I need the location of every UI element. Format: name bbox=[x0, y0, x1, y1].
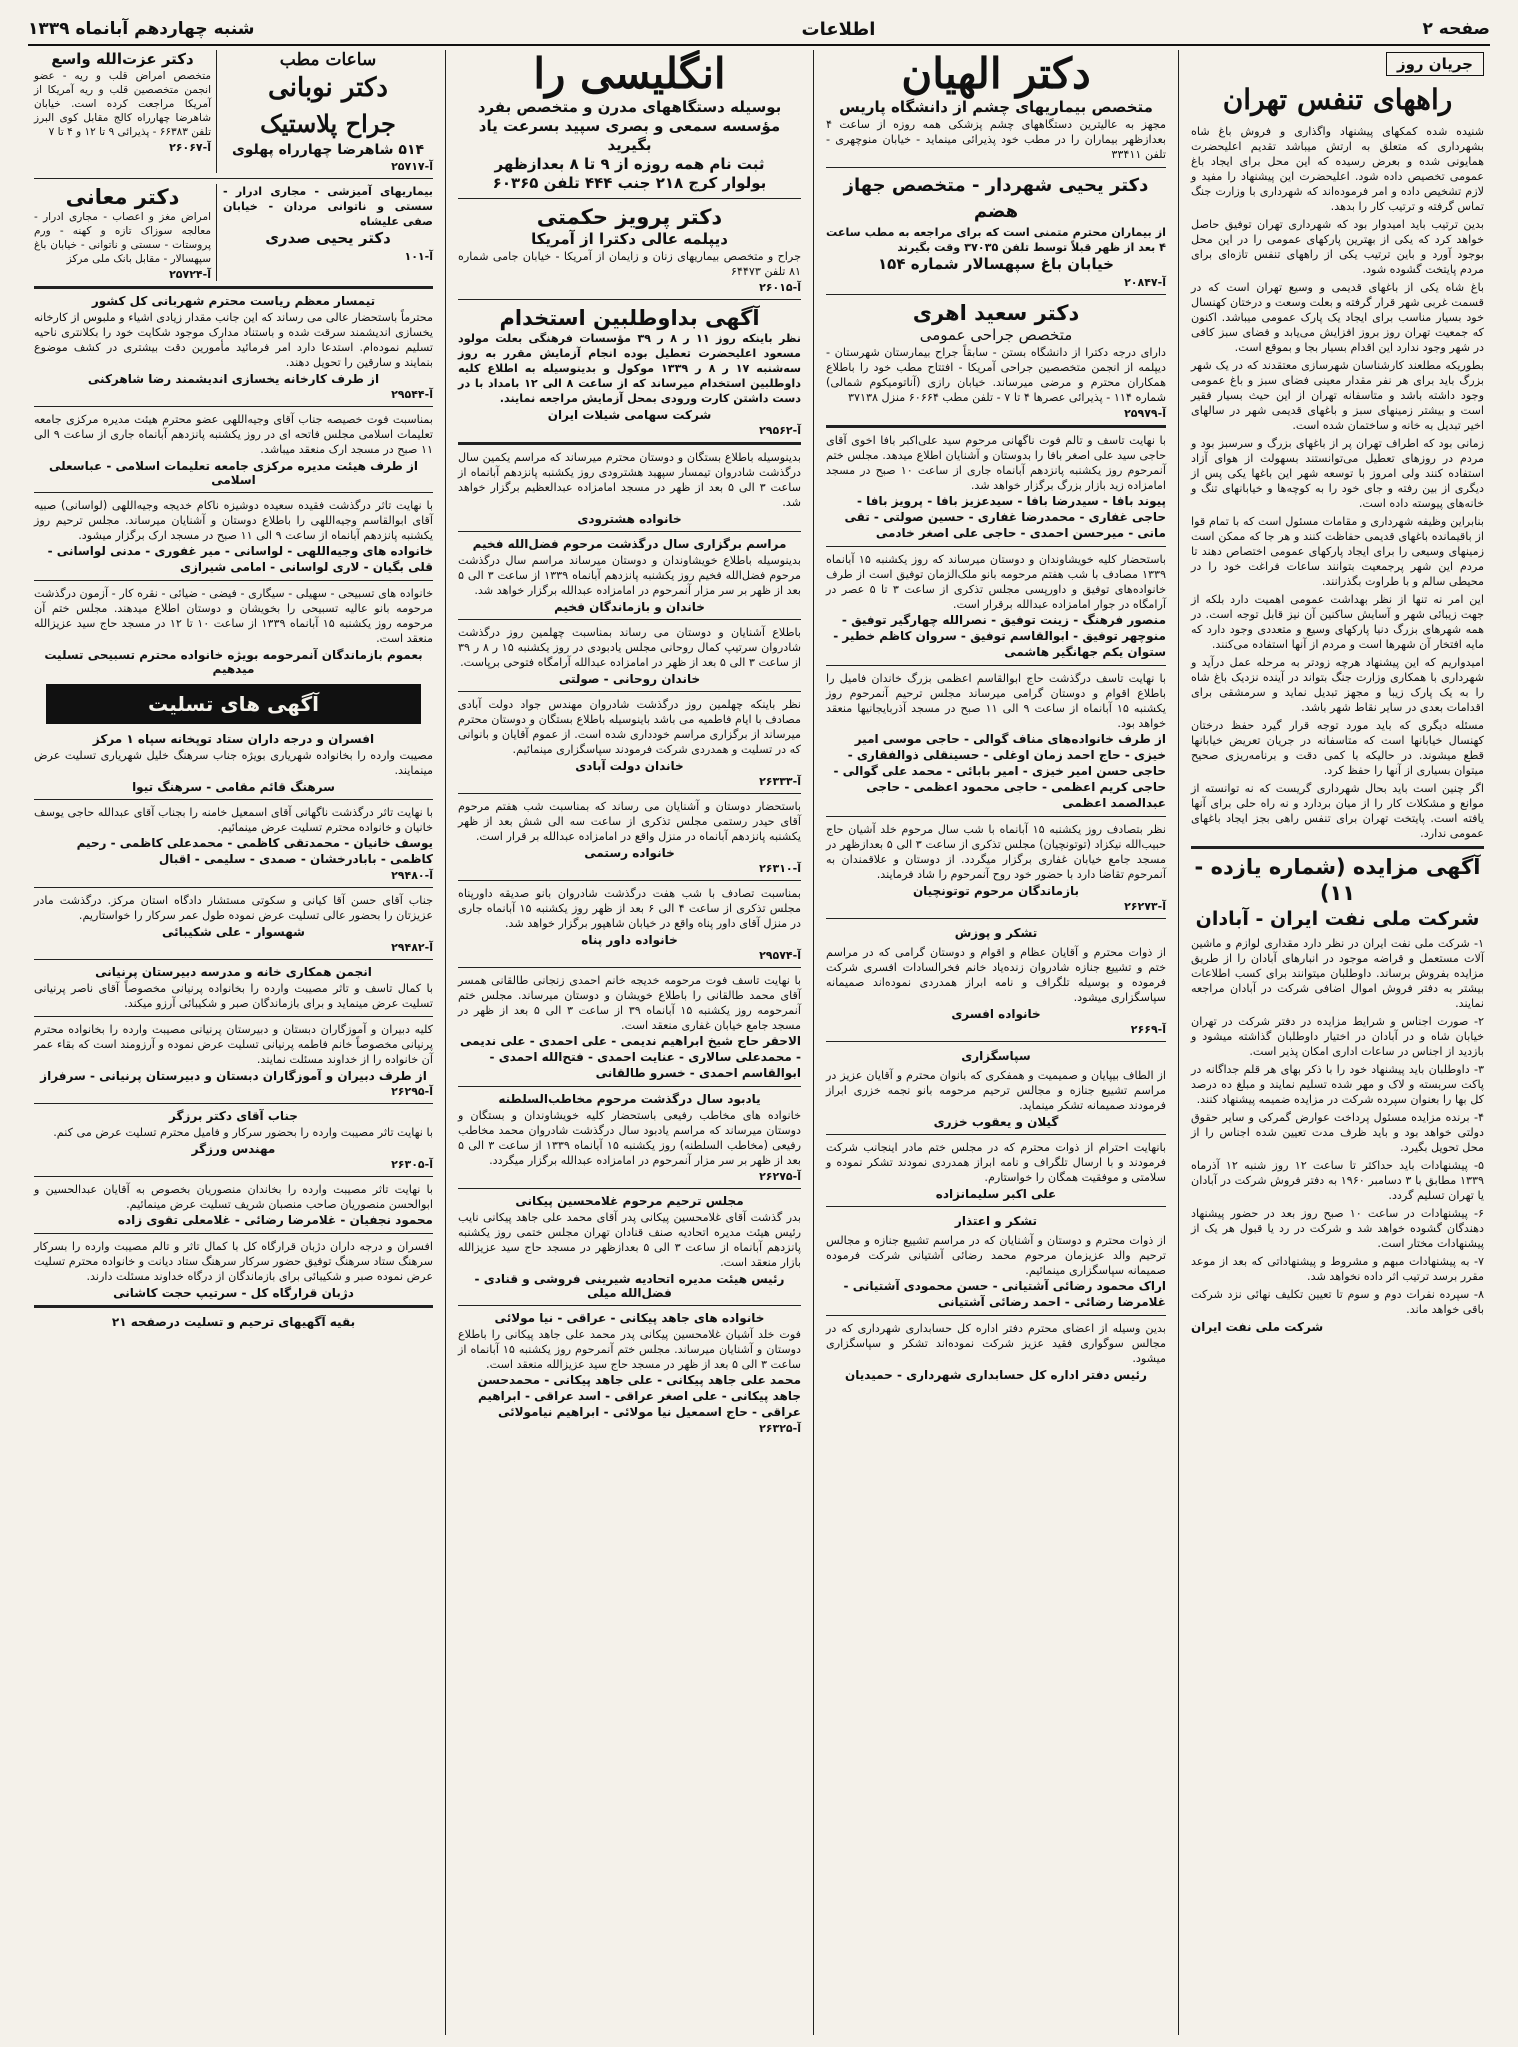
column-divider bbox=[445, 50, 446, 2035]
notice bbox=[826, 671, 1166, 811]
notice bbox=[826, 552, 1166, 660]
notice-signature: بازماندگان مرحوم توتونچیان bbox=[912, 884, 1080, 898]
condolence-body: مصیبت وارده را بخانواده شهریاری بویژه جناب سرهنگ خلیل شهریاری تسلیت عرض مینمایند. bbox=[34, 749, 433, 777]
notice bbox=[826, 433, 1166, 541]
condolence bbox=[34, 1022, 433, 1098]
notice-body: بمناسبت تصادف با شب هفت درگذشت شادروان بانو صدیقه داورپناه مجلس تذکری از ساعت ۴ الی ۶ بعد از ظهر روز یکشنبه ۱۵ آبانماه جاری در منزل آقای داور پناه واقع در خیابان شاهپور برگزار خواهد شد. bbox=[458, 887, 801, 930]
condolence-body: با نهایت تاثر مصیبت وارده را بخاندان منصوریان بخصوص به آقایان عبدالحسین و ابوالحسن منصوریان صاحب منصبان شریف تسلیت عرض مینمائیم. bbox=[34, 1183, 433, 1211]
condolence-body: جناب آقای حسن آقا کیانی و سکوتی مستشار دادگاه استان مرکز. درگذشت مادر عزیزتان را بحضور عالی تسلیت عرض نموده طول عمر سرکار را خواستاریم. bbox=[34, 894, 433, 922]
auction-clause: ۵- پیشنهادات باید حداکثر تا ساعت ۱۲ روز شنبه ۱۲ آذرماه ۱۳۳۹ مطابق با ۳ دسامبر ۱۹۶۰ به دفتر فروش شرکت در آبادان یا تهران تسلیم گردد. bbox=[1191, 1159, 1485, 1202]
doctor-specialty: دیپلمه عالی دکترا از آمریکا bbox=[531, 230, 728, 248]
ad-line: بوسیله دستگاههای مدرن و متخصص بفرد bbox=[477, 98, 782, 116]
notice-names: پیوند بافا - سیدرضا بافا - سیدعزیز بافا - پرویز بافا - حاجی غفاری - محمدرضا غفاری - حسین صولتی - تقی مانی - میرحسن احمدی - حاجی علی اصغر خادمی bbox=[844, 494, 1166, 540]
condolence-body: با نهایت تاثر مصیبت وارده را بحضور سرکار و فامیل محترم تسلیت عرض می کنم. bbox=[53, 1126, 433, 1139]
editorial-paragraph: بدین ترتیب باید امیدوار بود که شهرداری تهران توفیق حاصل خواهد کرد که یکی از بهترین پارکهای عمومی را در این محل بوجود آورد و باین ترتیب یکی از راههای تنفس تازه‌ای برای مردم پایتخت گشوده شود. bbox=[1191, 218, 1484, 276]
ad-line: ثبت نام همه روزه از ۹ تا ۸ بعدازظهر bbox=[494, 155, 765, 173]
ad-code: آ-۲۹۵۷۴ bbox=[759, 949, 801, 962]
condolence-title: جناب آقای دکتر برزگر bbox=[169, 1109, 298, 1123]
notice bbox=[826, 1212, 1166, 1310]
masthead bbox=[28, 14, 1490, 46]
auction-clause: ۲- صورت اجناس و شرایط مزایده در دفتر شرکت در تهران خیابان شاه و در آبادان در اختیار داوطلبان گذاشته میشود و بازدید از اجناس در ساعات اداری امکان پذیر است. bbox=[1191, 1015, 1484, 1058]
notice-names: خانواده های وجیه‌اللهی - لواسانی - میر غفوری - مدنی لواسانی - قلی بگیان - لاری لواسانی - امامی شیرازی bbox=[47, 544, 433, 574]
doctor-name: دکتر نوبانی bbox=[268, 73, 388, 103]
ad-code: آ-۲۹۵۴۴ bbox=[391, 388, 433, 401]
notice bbox=[34, 498, 433, 575]
auction-company: شرکت ملی نفت ایران - آبادان bbox=[1195, 908, 1480, 930]
column-divider bbox=[813, 50, 814, 2035]
ad-body: بیماریهای آمیزشی - مجاری ادرار - سستی و ناتوانی مردان - خیابان صفی علیشاه bbox=[223, 185, 433, 228]
second-ads-row bbox=[34, 184, 433, 281]
issue-date: شنبه چهاردهم آبانماه ۱۳۳۹ bbox=[28, 19, 255, 39]
notice-signature: خاندان و بازماندگان فخیم bbox=[554, 600, 705, 614]
hiring-title: آگهی بداوطلبین استخدام bbox=[499, 306, 760, 330]
notice bbox=[826, 822, 1166, 913]
notice-body: باستحضار دوستان و آشنایان می رساند که بمناسبت شب هفتم مرحوم آقای حیدر رستمی مجلس تذکری از ساعت سه الی شش بعد از ظهر یکشنبه پانزدهم آبانماه در منزل واقع در امامزاده عبدالله بر قرار است. bbox=[458, 800, 801, 843]
ad-body: نظر باینکه روز ۱۱ ر ۸ ر ۳۹ مؤسسات فرهنگی بعلت مولود مسعود اعلیحضرت تعطیل بوده انجام آزمایش مقرر به روز سه‌شنبه ۱۷ ر ۸ ر ۱۳۳۹ موکول و بدینوسیله به اطلاع کلیه داوطلبین استخدام میرساند که از ساعت ۸ الی ۱۲ بامداد با در دست داشتن کارت ورودی بمحل آزمایش مراجعه نمایند. bbox=[458, 332, 802, 405]
auction-title: آگهی مزایده (شماره یازده - ۱۱) bbox=[1194, 855, 1481, 905]
notice-signature: خاندان دولت آبادی bbox=[575, 759, 684, 773]
notice-title: یادبود سال درگذشت مرحوم مخاطب‌السلطنه bbox=[498, 1092, 761, 1106]
condolence bbox=[34, 893, 433, 954]
notice-signature: از طرف کارخانه یخسازی اندیشمند رضا شاهرکنی bbox=[87, 372, 380, 386]
notice-names: از طرف خانواده‌های مناف گوالی - حاجی موسی امیر خیزی - حاج احمد زمان اوغلی - حسینقلی ذوالفقاری - حاجی حسن امیر خیزی - امیر بابائی - محمد علی گوالی - حاجی کریم اعظمی - حاجی محمود اعظمی - حاجی عبدالصمد اعظمی bbox=[833, 732, 1166, 810]
editorial-paragraph: شنیده شده کمکهای پیشنهاد واگذاری و فروش باغ شاه بشهرداری که متعلق به ارتش میباشد تقدیم اعلیحضرت همایونی شده و بعرض رسیده که این محل برای ایجاد باغ عمومی تخصیص داده شود. اعلیحضرت این پیشنهاد را مفید و لازم تشخیص داده و امر فرموده‌اند که شهرداری با وزارت جنگ تماس گرفته و ترتیب کار را بدهد. bbox=[1191, 125, 1484, 213]
notice-signature: بعموم بازماندگان آنمرحومه بویژه خانواده محترم تسبیحی تسلیت میدهیم bbox=[44, 648, 423, 676]
ad-body: مجهز به عالیترین دستگاههای چشم پزشکی همه روزه از ساعت ۴ بعدازظهر بیماران را در مطب خود پذیرائی مینماید - خیابان منوچهری - تلفن ۳۳۴۱۱ bbox=[826, 118, 1166, 161]
doctor-name: دکتر یحیی شهردار - متخصص جهاز هضم bbox=[843, 175, 1149, 222]
notice-body: باستحضار کلیه خویشاوندان و دوستان میرساند که روز یکشنبه ۱۵ آبانماه ۱۳۳۹ مصادف با شب هفتم مرحومه بانو ملک‌الزمان توفیق است از طرف خانواده‌های توفیق و داورپسی مجلس تذکری از ساعت ۳ تا ۵ عصر در آرامگاه در جوار امامزاده عبدالله برقرار است. bbox=[826, 553, 1166, 611]
notice-signature: خانواده رستمی bbox=[584, 846, 675, 860]
notice-title: تیمسار معظم ریاست محترم شهربانی کل کشور bbox=[91, 294, 376, 308]
editorial-body bbox=[1191, 124, 1484, 841]
ad-body: امراض مغز و اعصاب - مجاری ادرار - معالجه سوزاک تازه و کهنه - ورم پروستات - سستی و ناتوانی - خیابان باغ سپهسالار - مقابل بانک ملی مرکز bbox=[34, 211, 211, 265]
condolence-title: انجمن همکاری خانه و مدرسه دبیرستان پرنیانی bbox=[95, 965, 372, 979]
ad-hiring bbox=[458, 305, 801, 437]
top-ads-row bbox=[34, 50, 433, 173]
ad-line: بولوار کرج ۲۱۸ جنب ۴۴۴ تلفن ۶۰۳۶۵ bbox=[492, 174, 767, 192]
doctor-name: دکتر سعید اهری bbox=[912, 301, 1080, 325]
notice-signature: خاندان روحانی - صولتی bbox=[558, 672, 701, 686]
column-two bbox=[820, 50, 1172, 2035]
notice-signature: خانواده هشترودی bbox=[577, 512, 682, 526]
ad-line: مؤسسه سمعی و بصری سپید بسرعت یاد بگیرید bbox=[478, 117, 781, 154]
editorial-paragraph: مسئله دیگری که باید مورد توجه قرار گیرد حفظ درختان کهنسال خیابانها است که متاسفانه در جریان تعریض خیابانها قطع میشوند. در حالیکه با کمی دقت و برنامه‌ریزی صحیح میتوان بسیاری از آنها را حفظ کرد. bbox=[1191, 719, 1484, 777]
ad-code: آ-۲۶۳۰۵ bbox=[391, 1158, 433, 1171]
condolence-body: با کمال تاسف و تاثر مصیبت وارده را بخانواده پرنیانی مخصوصاً آقای ناصر پرنیانی تسلیت عرض مینماید و برای بازماندگان صبر و شکیبائی آرزو میکند. bbox=[34, 982, 433, 1010]
editorial-headline: راههای تنفس تهران bbox=[1222, 83, 1453, 116]
ad-doctor-maani bbox=[34, 184, 217, 281]
ad-code: آ-۲۹۴۸۰ bbox=[391, 869, 433, 882]
auction-clause: ۴- برنده مزایده مسئول پرداخت عوارض گمرکی و سایر حقوق دولتی خواهد بود و باید ظرف مدت تعیین شده اجناس را از محل تحویل بگیرد. bbox=[1191, 1111, 1484, 1154]
notice-names: اراک محمود رضائی آشتیانی - حسن محمودی آشتیانی - غلامرضا رضائی - احمد رضائی آشتیانی bbox=[843, 1279, 1166, 1309]
condolence bbox=[34, 1109, 433, 1171]
condolence-signature: سرهنگ قائم مقامی - سرهنگ تیوا bbox=[132, 780, 335, 794]
doctor-name: دکتر یحیی صدری bbox=[265, 229, 391, 247]
notice bbox=[34, 412, 433, 487]
notice bbox=[458, 537, 801, 614]
ad-code: آ-۱۰۱ bbox=[404, 250, 433, 263]
notice-body: با نهایت تاسف و تالم فوت ناگهانی مرحوم سید علی‌اکبر بافا اخوی آقای حاجی سید علی اصغر بافا را بدوستان و آشنایان اطلاع میدهد. مجلس ختم آنمرحوم روز یکشنبه پانزدهم آبانماه جاری از ساعت ۱۰ صبح در مسجد امامزاده زید بازار بزرگ برگزار خواهد شد. bbox=[826, 434, 1166, 492]
continued-footer: بقیه آگهیهای ترحیم و تسلیت درصفحه ۲۱ bbox=[111, 1315, 356, 1329]
notice-title: خانواده های جاهد پیکانی - عراقی - نیا مولائی bbox=[494, 1311, 765, 1325]
ad-code: آ-۲۰۸۴۷ bbox=[1124, 276, 1166, 289]
ad-address: خیابان باغ سپهسالار شماره ۱۵۴ bbox=[878, 255, 1114, 273]
notice bbox=[826, 1140, 1166, 1201]
condolence-body: افسران و درجه داران دژبان قرارگاه کل با کمال تاثر و تالم مصیبت وارده را بسرکار سرهنگ ستاد سرهنگ توفیق حضور سرکار سرهنگ ستاد دیانت و خانواده محترم تسلیت عرض نموده صبر و شکیبائی برای بازماندگان از درگاه خداوند مسئلت دارند. bbox=[34, 1240, 433, 1283]
notice-body: بانهایت احترام از ذوات محترم که در مجلس ختم مادر اینجانب شرکت فرمودند و با ارسال تلگراف و نامه ابراز همدردی نمودند تشکر نموده و سلامتی و موفقیت همگان را خواستارم. bbox=[826, 1141, 1166, 1184]
notice-title: سپاسگزاری bbox=[961, 1049, 1031, 1063]
notice-body: محترماً باستحضار عالی می رساند که این جانب مقدار زیادی اشیاء و ملبوس از کارخانه یخسازی اندیشمند سرقت شده و باستناد مدارک موجود شکایت خود را بکلانتری ناحیه تسلیم نموده‌ام. استدعا دارد امر فرمائید مأمورین دقت بیشتری در کشف موضوع بنمایند و سارقین را تحویل دهند. bbox=[34, 311, 433, 369]
editorial-paragraph: امیدواریم که این پیشنهاد هرچه زودتر به مرحله عمل درآید و شهرداری با همکاری وزارت جنگ بتواند در آینده نزدیک باغ شاه را به یک پارک زیبا و مجهز تبدیل نماید و سرمشقی برای اقدامات بعدی در سایر نقاط شهر باشد. bbox=[1191, 656, 1484, 714]
notice bbox=[826, 1321, 1166, 1382]
notice-signature: علی اکبر سلیمانزاده bbox=[935, 1187, 1057, 1201]
notice bbox=[458, 973, 801, 1081]
ad-code: آ-۲۶۲۷۵ bbox=[759, 1170, 801, 1183]
editorial-paragraph: زمانی بود که اطراف تهران پر از باغهای بزرگ و سرسبز بود و مردم در روزهای تعطیل می‌توانستند بسهولت از هوای آزاد استفاده کنند ولی امروز با توسعه شهر این باغها یکی پس از دیگری از بین رفته و جای خود را به کوچه‌ها و خیابانهای تنگ و خانه‌های پیوسته داده است. bbox=[1191, 437, 1484, 510]
notice-title: مراسم برگزاری سال درگذشت مرحوم فضل‌الله فخیم bbox=[472, 537, 787, 551]
ad-code: آ-۲۹۴۸۲ bbox=[391, 941, 433, 954]
notice bbox=[34, 294, 433, 401]
condolence-names: محمود نجفیان - غلامرضا رضائی - غلامعلی تقوی زاده bbox=[117, 1213, 433, 1227]
ad-doctor-vase bbox=[34, 50, 217, 173]
ad-english-course bbox=[458, 50, 801, 193]
condolence bbox=[34, 1182, 433, 1228]
notice-body: از ذوات محترم و آقایان عظام و اقوام و دوستان گرامی که در مراسم ختم و تشییع جنازه شادروان زنده‌یاد خانم فخرالسادات افسری شرکت فرموده و بوسیله تلگراف و نامه ابراز همدردی نموده‌اند صمیمانه سپاسگزاری میشود. bbox=[826, 946, 1166, 1004]
ad-plastic-surgeon bbox=[223, 50, 433, 173]
notice-signature: از طرف هیئت مدیره مرکزی جامعه تعلیمات اسلامی - عباسعلی اسلامی bbox=[48, 459, 418, 487]
column-editorial bbox=[1185, 50, 1490, 2035]
english-title: انگلیسی را bbox=[533, 50, 726, 98]
condolence-signature: مهندس ورزگر bbox=[191, 1142, 276, 1156]
condolence-signature: دژبان قرارگاه کل - سرتیپ حجت کاشانی bbox=[113, 1286, 354, 1300]
condolence-signature: شهسوار - علی شکیبائی bbox=[162, 925, 305, 939]
ad-doctor-hekmati bbox=[458, 204, 801, 294]
condolence-title: افسران و درجه داران ستاد توپخانه سپاه ۱ مرکز bbox=[92, 732, 375, 746]
notice-signature: خانواده داور پناه bbox=[581, 933, 678, 947]
notice-body: خانواده های مخاطب رفیعی باستحضار کلیه خویشاوندان و بستگان و دوستان میرساند که مراسم یادبود سال درگذشت شادروان محمد مخاطب رفیعی (مخاطب السلطنه) روز یکشنبه ۱۵ آبانماه ۱۳۳۹ از ساعت ۳ الی ۵ بعد از ظهر بر سر مزار آنمرحوم در امامزاده عبدالله برگزار میگردد. bbox=[458, 1109, 801, 1167]
page-number: صفحه ۲ bbox=[1422, 19, 1490, 39]
ad-body: از بیماران محترم متمنی است که برای مراجعه به مطب ساعت ۴ بعد از ظهر قبلاً توسط تلفن ۳۷۰۳۵ وقت بگیرند bbox=[826, 226, 1166, 254]
notice bbox=[826, 1047, 1166, 1129]
editorial-paragraph: بنابراین وظیفه شهرداری و مقامات مسئول است که با تمام قوا از باقیمانده باغهای قدیمی حفاظت کنند و هر جا که ممکن است زمینهای وسیعی را برای ایجاد پارکهای عمومی اختصاص دهند تا مردم این شهر پرجمعیت بتوانند ساعات فراغت خود را در محیطی سالم و با طراوت بگذرانند. bbox=[1191, 515, 1484, 588]
ad-signature: شرکت سهامی شیلات ایران bbox=[547, 408, 712, 422]
ad-body: دارای درجه دکترا از دانشگاه بستن - سابقاً جراح بیمارستان شهرستان - دیپلمه از انجمن متخصصین جراحی آمریکا - افتتاح مطب خود را باطلاع همکاران محترم و مرضی میرساند. خیابان رازی (آناتومیکوم شمالی) شماره ۱۱۴ - پذیرائی عصرها ۴ تا ۷ - تلفن مطب ۶۰۶۶۴ منزل ۳۷۱۳۸ bbox=[826, 346, 1166, 404]
ad-doctor-ahari bbox=[826, 300, 1166, 420]
notice bbox=[458, 1092, 801, 1183]
notice bbox=[458, 1194, 801, 1300]
notice-body: بمناسبت فوت خصیصه جناب آقای وجیه‌اللهی عضو محترم هیئت مدیره مرکزی جامعه تعلیمات اسلامی مجلس فاتحه ای در روز یکشنبه پانزدهم آبانماه جاری از ساعت ۹ الی ۱۱ صبح در مسجد ارک منعقد میباشد. bbox=[34, 413, 434, 456]
doctor-specialty: متخصص بیماریهای چشم از دانشگاه پاریس bbox=[839, 98, 1153, 116]
condolences-banner: آگهی های تسلیت bbox=[46, 684, 421, 724]
notice-signature: خانواده افسری bbox=[951, 1007, 1041, 1021]
ad-doctor-sadri bbox=[223, 184, 433, 281]
ad-code: آ-۲۶۰۶۷ bbox=[169, 141, 211, 154]
ad-code: آ-۲۶۲۹۵ bbox=[391, 1085, 433, 1098]
ad-body: متخصص امراض قلب و ریه - عضو انجمن متخصصین قلب و ریه آمریکا از آمریکا مراجعت کرده است. خیابان شاهرضا چهارراه کالج مقابل کوی البرز تلفن ۶۶۳۸۳ - پذیرائی ۹ تا ۱۲ و ۴ تا ۷ bbox=[34, 70, 211, 138]
condolence bbox=[34, 965, 433, 1011]
notice-title: مجلس ترحیم مرحوم غلامحسین پیکانی bbox=[515, 1194, 744, 1208]
ad-body: جراح و متخصص بیماریهای زنان و زایمان از آمریکا - خیابان جامی شماره ۸۱ تلفن ۶۴۴۷۳ bbox=[458, 250, 801, 278]
condolence-signature: از طرف دبیران و آموزگاران دبستان و دبیرستان پرنیانی - سرفراز bbox=[40, 1069, 427, 1083]
notice-body: فوت خلد آشیان غلامحسین پیکانی پدر محمد علی جاهد پیکانی را باطلاع دوستان و آشنایان میرساند. مجلس ختم آنمرحوم روز یکشنبه ۱۵ آبانماه از ساعت ۳ الی ۵ بعد از ظهر در مسجد حاج سید عزیزالله منعقد است. bbox=[458, 1328, 802, 1371]
notice-body: از الطاف بیپایان و صمیمیت و همفکری که بانوان محترم و آقایان عزیز در مراسم تشییع جنازه و مجالس ترحیم مرحومه بانو نجمه خزری ابراز فرمودند صمیمانه تشکر مینماید. bbox=[826, 1069, 1166, 1112]
column-divider bbox=[1178, 50, 1179, 2035]
notice-title: تشکر و اعتذار bbox=[954, 1214, 1038, 1228]
notice bbox=[458, 450, 801, 526]
notice-title: تشکر و پوزش bbox=[954, 926, 1038, 940]
condolence bbox=[34, 1239, 433, 1300]
notice bbox=[458, 697, 801, 788]
condolence-body: با نهایت تاثر درگذشت ناگهانی آقای اسمعیل خامنه را بجناب آقای عبدالله حاجی یوسف خانیان و خانواده محترم تسلیت عرض مینمائیم. bbox=[34, 806, 433, 834]
notice-body: با نهایت تاسف درگذشت حاج ابوالقاسم اعظمی بزرگ خاندان فامیل را باطلاع اقوام و دوستان گرامی میرساند مجلس ترحیم آنمرحوم روز یکشنبه ۱۵ آبانماه از ساعت ۹ الی ۱۱ صبح در مسجد آذربایجانیها منعقد خواهد بود. bbox=[826, 672, 1166, 730]
editorial-paragraph: بطوریکه مطلعند کارشناسان شهرسازی معتقدند که در یک شهر بزرگ باید برای هر نفر مقدار معینی فضای سبز و باغ عمومی وجود داشته باشد و متاسفانه تهران از این حیث بسیار فقیر است و بیشتر زمینهای سبز و باغهای قدیمی شهر در سالهای اخیر تبدیل به خانه و ساختمان شده است. bbox=[1191, 359, 1484, 432]
notice-body: بدر گذشت آقای غلامحسین پیکانی پدر آقای محمد علی جاهد پیکانی نایب رئیس هیئت مدیره اتحادیه صنف قنادان تهران مجلس ختمی روز یکشنبه پانزدهم آبانماه از ساعت ۳ الی ۵ بعدازظهر در مسجد حاج سید عزیزالله بازار منعقد است. bbox=[458, 1211, 801, 1269]
notice bbox=[458, 1311, 801, 1435]
editorial-paragraph: باغ شاه یکی از باغهای قدیمی و وسیع تهران است که در قسمت غربی شهر قرار گرفته و بعلت وسعت و درختان کهنسال خود بسیار مناسب برای ایجاد یک پارک عمومی میباشد. اکنون که جمعیت تهران روز بروز افزایش می‌یابد و فضای سبز کافی در شهر وجود ندارد این اقدام بسیار بجا و بموقع است. bbox=[1191, 281, 1484, 354]
ad-code: آ-۲۶۰۱۵ bbox=[759, 281, 801, 294]
column-three bbox=[452, 50, 807, 2035]
notice bbox=[826, 924, 1166, 1036]
notice-names: محمد علی جاهد پیکانی - علی جاهد پیکانی - محمدحسن جاهد پیکانی - علی اصغر عراقی - اسد عراقی - ابراهیم عراقی - حاج اسمعیل نیا مولائی - ابراهیم نیامولائی bbox=[477, 1373, 801, 1419]
condolence bbox=[34, 732, 433, 794]
paper-name: اطلاعات bbox=[801, 18, 876, 40]
notice-body: نظر بتصادف روز یکشنبه ۱۵ آبانماه با شب سال مرحوم خلد آشیان حاج حبیب‌الله نیکزاد (توتونچیان) مجلس تذکری از ساعت ۳ الی ۵ بعدازظهر در مسجد جامع خیابان غفاری برگزار میگردد. از دوستان و علاقمندان به آنمرحوم تقاضا دارد با حضور خود روح آنمرحوم را شاد فرمایند. bbox=[826, 823, 1166, 881]
auction-clause: ۱- شرکت ملی نفت ایران در نظر دارد مقداری لوازم و ماشین آلات مستعمل و قراضه موجود در انبارهای آبادان را از طریق مزایده بفروش برساند. داوطلبان میتوانند برای کسب اطلاعات بیشتر به دفتر فروش اموال اضافی شرکت در آبادان مراجعه نمایند. bbox=[1191, 937, 1484, 1010]
ad-code: آ-۲۵۷۲۴ bbox=[169, 268, 211, 281]
condolence-names: یوسف خانیان - محمدتقی کاظمی - محمدعلی کاظمی - رحیم کاظمی - بابادرخشان - صمدی - سلیمی - اقبال bbox=[76, 836, 433, 866]
notice-body: باطلاع آشنایان و دوستان می رساند بمناسبت چهلمین روز درگذشت شادروان سرتیپ کمال روحانی مجلس یادبودی در روز یکشنبه ۱۵ ر ۸ ر ۳۹ از ساعت ۳ الی ۵ بعد از ظهر در امامزاده عبدالله آرامگاه فتوحی برپاست. bbox=[458, 626, 801, 669]
editorial-paragraph: اگر چنین است باید بحال شهرداری گریست که نه توانسته از موانع و مشکلات کار را از میان بردارد و نه راه حلی برای آنها یافته است. پایتخت تهران برای تنفس راهی بجز ایجاد باغهای عمومی ندارد. bbox=[1191, 782, 1484, 840]
doctor-name: دکتر معانی bbox=[65, 185, 180, 209]
auction-notice bbox=[1191, 854, 1484, 1334]
notice bbox=[34, 586, 433, 676]
ad-doctor-shahrdar bbox=[826, 173, 1166, 289]
notice-body: با نهایت تاسف فوت مرحومه خدیجه خانم احمدی زنجانی طالقانی همسر آقای محمد طالقانی را باطلاع خویشان و دوستان میرساند. مجلس ختم آنمرحومه روز یکشنبه ۱۵ آبانماه ۳۹ از ساعت ۳ الی ۵ بعد از ظهر در مسجد جامع خیابان غفاری منعقد است. bbox=[458, 974, 801, 1032]
doctor-specialty: جراح پلاستیک bbox=[260, 109, 396, 138]
notice-signature: گیلان و یعقوب خزری bbox=[933, 1115, 1059, 1129]
notice-body: بدینوسیله باطلاع بستگان و دوستان محترم میرساند که مراسم یکمین سال درگذشت شادروان تیمسار سپهبد هشترودی روز یکشنبه پانزدهم آبانماه از ساعت ۳ الی ۵ بعد از ظهر در مسجد امامزاده عبدالعظیم برگزار خواهد شد. bbox=[458, 451, 801, 509]
notice-body: از ذوات محترم و دوستان و آشنایان که در مراسم تشییع جنازه و مجالس ترحیم والد عزیزمان مرحوم محمد رضائی آشتیانی شرکت فرموده صمیمانه سپاسگزاری مینمائیم. bbox=[826, 1234, 1166, 1277]
ad-address: ۵۱۴ شاهرضا چهارراه پهلوی bbox=[231, 142, 425, 158]
auction-clause: ۸- سپرده نفرات دوم و سوم تا تعیین تکلیف نهائی نزد شرکت باقی خواهد ماند. bbox=[1191, 1288, 1484, 1316]
doctor-name: دکتر الهیان bbox=[901, 50, 1091, 98]
notice bbox=[458, 886, 801, 962]
auction-clause: ۳- داوطلبان باید پیشنهاد خود را با ذکر بهای هر قلم جداگانه در پاکت سربسته و لاک و مهر شده تسلیم نمایند و مبلغ ده درصد کل بها را بعنوان سپرده شرکت در مزایده ضمیمه پیشنهاد کنند. bbox=[1191, 1063, 1484, 1106]
condolence bbox=[34, 805, 433, 882]
section-tag: جریان روز bbox=[1386, 52, 1484, 76]
column-four bbox=[28, 50, 439, 2035]
notice-signature: رئیس هیئت مدیره اتحادیه شیرینی فروشی و قنادی - فضل‌الله میلی bbox=[474, 1272, 785, 1300]
notice-names: منصور فرهنگ - زینت توفیق - نصرالله چهارگیر توفیق - منوچهر توفیق - ابوالقاسم توفیق - سروان کاظم خطیر - ستوان یکم جهانگیر هاشمی bbox=[833, 613, 1166, 659]
doctor-name: دکتر پرویز حکمتی bbox=[536, 205, 723, 229]
notice-body: نظر باینکه چهلمین روز درگذشت شادروان مهندس جواد دولت آبادی مصادف با ایام فاطمیه می باشد باینوسیله باطلاع بستگان و دوستان محترم میرساند از برگزاری مراسم خودداری شده است. از عموم آقایان و بانوانی که در تسلیت و همدردی شرکت فرمودند سپاسگزاری مینمائیم. bbox=[458, 698, 801, 756]
ad-code: آ-۲۹۵۶۲ bbox=[759, 424, 801, 437]
notice-body: خانواده های تسبیحی - سهیلی - سیگاری - فیضی - ضیائی - نقره کار - آزمون درگذشت مرحومه بانو عالیه تسبیحی را بخویشان و دوستان اطلاع میدهند. مجلس ختم آن مرحومه روز یکشنبه ۱۵ آبانماه ۱۳۳۹ از ساعت ۱۰ تا ۱۲ در مسجد حاج سید عزیزالله منعقد است. bbox=[34, 587, 434, 645]
auction-clause: ۶- پیشنهادات در ساعت ۱۰ صبح روز بعد در حضور پیشنهاد دهندگان گشوده خواهد شد و شرکت در رد یا قبول هر یک از پیشنهادات مختار است. bbox=[1191, 1207, 1484, 1250]
ad-code: آ-۲۶۳۳۳ bbox=[759, 775, 801, 788]
ad-code: آ-۲۶۳۲۵ bbox=[759, 1422, 801, 1435]
auction-clause: ۷- به پیشنهادات مبهم و مشروط و پیشنهاداتی که بعد از موعد مقرر برسد ترتیب اثر داده نخواهد شد. bbox=[1191, 1255, 1484, 1283]
notice-body: با نهایت تاثر درگذشت فقیده سعیده دوشیزه ناکام خدیجه وجیه‌اللهی (لواسانی) صبیه آقای ابوالقاسم وجیه‌اللهی را باطلاع دوستان و آشنایان میرساند. مجلس ترحیم روز یکشنبه پانزدهم آبانماه از ساعت ۹ الی ۱۱ صبح در مسجد ارک برگزار میشود. bbox=[34, 499, 433, 542]
ad-code: آ-۲۶۳۱۰ bbox=[759, 862, 801, 875]
notice-names: الاحقر حاج شیخ ابراهیم ندیمی - علی احمدی - علی ندیمی - محمدعلی سالاری - عنایت احمدی - فتح‌الله احمدی - ابوالقاسم احمدی - خسرو طالقانی bbox=[460, 1034, 801, 1080]
doctor-specialty: متخصص جراحی عمومی bbox=[919, 326, 1073, 344]
columns bbox=[28, 50, 1490, 2035]
ad-line: ساعات مطب bbox=[279, 50, 377, 70]
ad-code: آ-۲۵۷۱۷ bbox=[391, 160, 433, 173]
ad-code: آ-۲۶۶۹ bbox=[1130, 1023, 1166, 1036]
notice-signature: رئیس دفتر اداره کل حسابداری شهرداری - حمیدیان bbox=[845, 1368, 1147, 1382]
ad-code: آ-۲۶۲۷۳ bbox=[1124, 900, 1166, 913]
notice bbox=[458, 799, 801, 875]
auction-signature: شرکت ملی نفت ایران bbox=[1191, 1320, 1324, 1334]
editorial-paragraph: این امر نه تنها از نظر بهداشت عمومی اهمیت دارد بلکه از جهت زیبائی شهر و آسایش ساکنین آن نیز قابل توجه است. در همه شهرهای بزرگ دنیا پارکهای وسیع و متعددی وجود دارد که مایه افتخار آن شهرها است و مردم از آنها استفاده می‌کنند. bbox=[1191, 593, 1484, 651]
doctor-name: دکتر عزت‌الله واسع bbox=[51, 50, 194, 68]
notice-body: بدینوسیله باطلاع خویشاوندان و دوستان میرساند مراسم سال درگذشت مرحوم فضل‌الله فخیم روز یکشنبه پانزدهم آبانماه ۱۳۳۹ از ساعت ۳ الی ۵ بعد از ظهر بر سر مزار آنمرحوم در امامزاده عبدالله برگزار خواهد شد. bbox=[458, 554, 801, 597]
notice bbox=[458, 625, 801, 686]
ad-code: آ-۲۵۹۷۹ bbox=[1124, 407, 1166, 420]
ad-doctor-elahian bbox=[826, 50, 1166, 162]
condolence-body: کلیه دبیران و آموزگاران دبستان و دبیرستان پرنیانی مصیبت وارده را بخانواده محترم پرنیانی مخصوصاً خانم فاطمه پرنیانی تسلیت عرض نموده و آرزومند است که بقاء عمر آن خانواده را از خداوند مسئلت نمایند. bbox=[34, 1023, 433, 1066]
notice-body: بدین وسیله از اعضای محترم دفتر اداره کل حسابداری شهرداری که در مجالس سوگواری فقید عزیز شرکت نموده‌اند تشکر و سپاسگزاری میشود. bbox=[826, 1322, 1166, 1365]
